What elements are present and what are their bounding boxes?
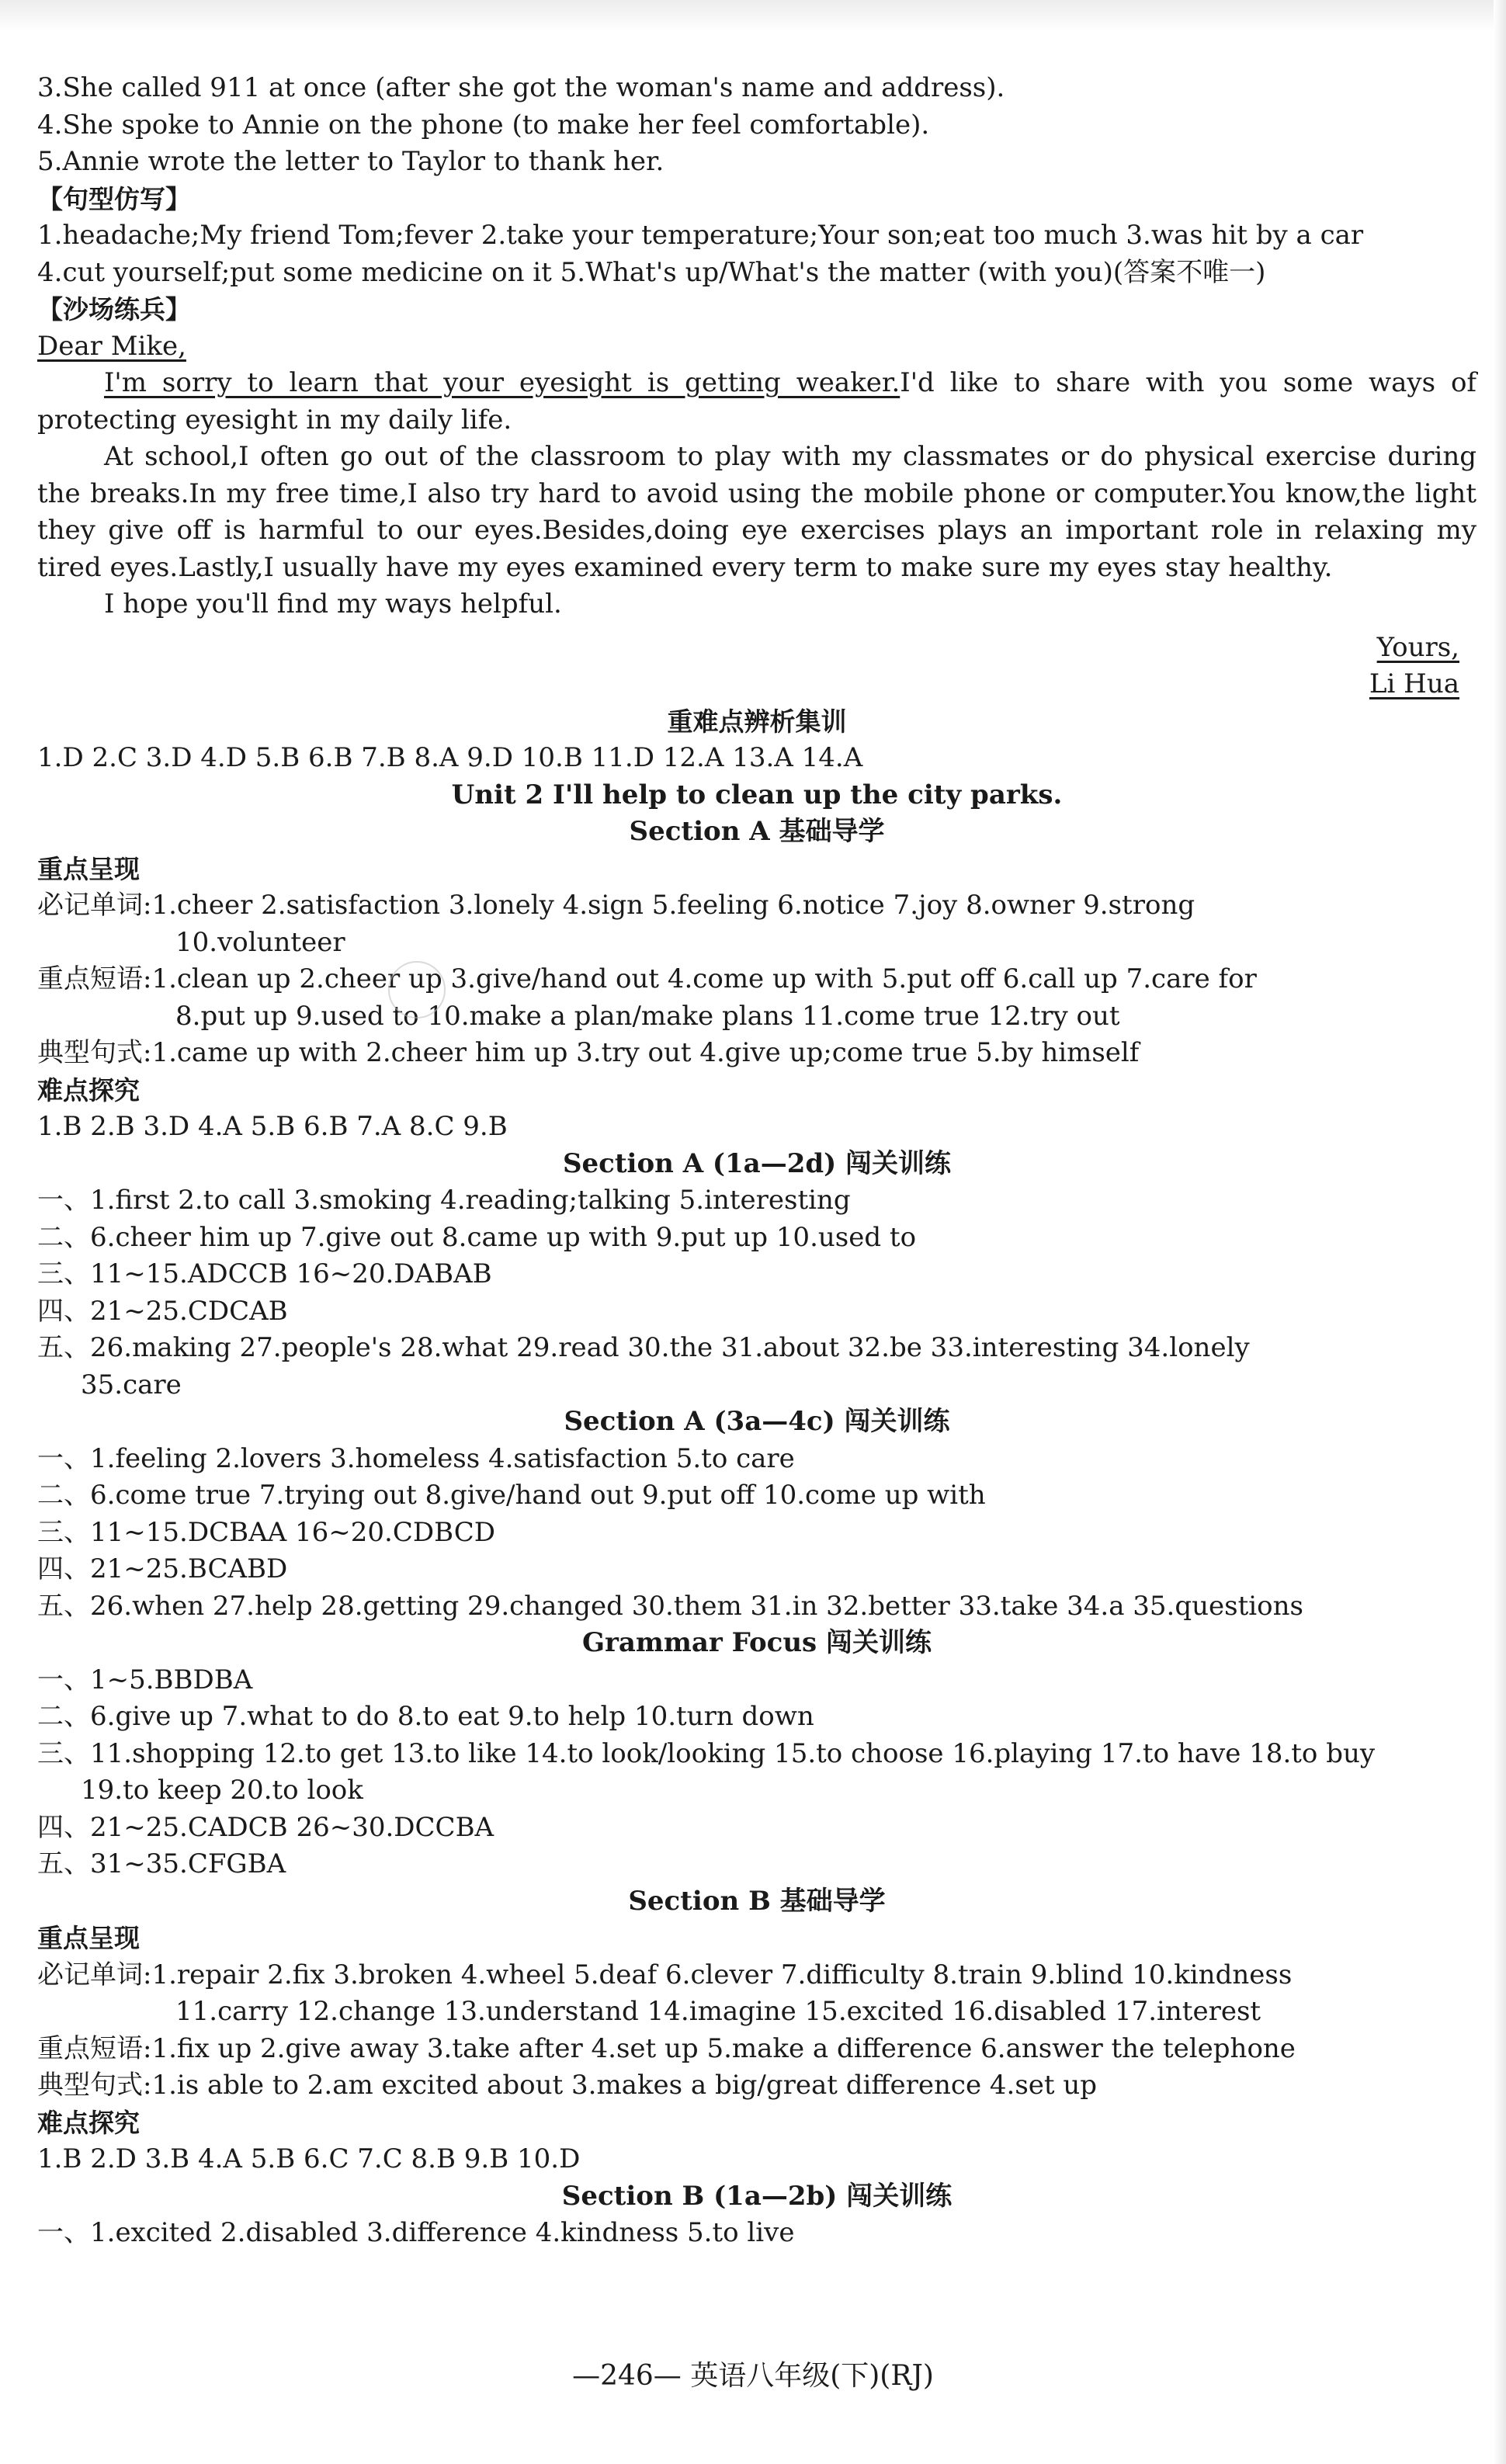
scan-shadow-top [0, 0, 1506, 31]
answer-line: 二、6.give up 7.what to do 8.to eat 9.to help 10.turn down [37, 1701, 814, 1732]
answer-line: 二、6.come true 7.trying out 8.give/hand out 9.put off 10.come up with [37, 1480, 986, 1511]
answer-line: 五、26.when 27.help 28.getting 29.changed 30.them 31.in 32.better 33.take 34.a 35.questions [37, 1590, 1303, 1622]
answer-line: 重点短语:1.clean up 2.cheer up 3.give/hand out 4.come up with 5.put off 6.call up 7.care for [37, 963, 1257, 994]
letter-paragraph: I'm sorry to learn that your eyesight is getting weaker.I'd like to share with you some ways of protecting eyesight in my daily life. [37, 367, 1477, 436]
answer-line: 11.carry 12.change 13.understand 14.imagine 15.excited 16.disabled 17.interest [175, 1996, 1261, 2027]
answer-line: 三、11~15.ADCCB 16~20.DABAB [37, 1258, 492, 1289]
answer-line: 35.care [81, 1369, 182, 1400]
answer-line: 四、21~25.BCABD [37, 1553, 288, 1584]
answer-line: 二、6.cheer him up 7.give out 8.came up with 9.put up 10.used to [37, 1221, 917, 1253]
unit-title: Unit 2 I'll help to clean up the city parks. [451, 779, 1063, 810]
sub-heading: 难点探究 [37, 2107, 140, 2138]
sub-heading: 难点探究 [37, 1074, 140, 1105]
section-title: Section A (3a—4c) 闯关训练 [564, 1406, 950, 1437]
answer-line: 一、1~5.BBDBA [37, 1664, 253, 1695]
answer-line: 1.B 2.D 3.B 4.A 5.B 6.C 7.C 8.B 9.B 10.D [37, 2143, 581, 2174]
section-title: Section A 基础导学 [629, 816, 885, 847]
letter-signature: Li Hua [1369, 668, 1459, 699]
answer-line: 4.cut yourself;put some medicine on it 5.What's up/What's the matter (with you)(答案不唯一) [37, 256, 1266, 288]
section-heading: 【沙场练兵】 [37, 294, 191, 324]
section-title: Grammar Focus 闯关训练 [581, 1627, 932, 1658]
answer-line: 一、1.feeling 2.lovers 3.homeless 4.satisfaction 5.to care [37, 1442, 795, 1474]
scan-shadow-edge [1494, 0, 1506, 2464]
answer-line: 典型句式:1.is able to 2.am excited about 3.makes a big/great difference 4.set up [37, 2070, 1098, 2101]
answer-line: 必记单词:1.cheer 2.satisfaction 3.lonely 4.sign 5.feeling 6.notice 7.joy 8.owner 9.strong [37, 890, 1195, 921]
answer-line: 必记单词:1.repair 2.fix 3.broken 4.wheel 5.deaf 6.clever 7.difficulty 8.train 9.blind 10.kindness [37, 1959, 1293, 1990]
answer-line: 典型句式:1.came up with 2.cheer him up 3.try out 4.give up;come true 5.by himself [37, 1037, 1140, 1068]
answer-line: 10.volunteer [175, 926, 345, 958]
answer-line: 五、26.making 27.people's 28.what 29.read 30.the 31.about 32.be 33.interesting 34.lonely [37, 1332, 1250, 1363]
answer-line: 1.headache;My friend Tom;fever 2.take your temperature;Your son;eat too much 3.was hit by a car [37, 220, 1364, 251]
section-title: Section B 基础导学 [628, 1885, 886, 1917]
answer-line: 19.to keep 20.to look [81, 1775, 363, 1806]
answer-line: 五、31~35.CFGBA [37, 1848, 286, 1879]
answer-line: 一、1.excited 2.disabled 3.difference 4.kindness 5.to live [37, 2217, 795, 2248]
answer-line: 1.D 2.C 3.D 4.D 5.B 6.B 7.B 8.A 9.D 10.B 11.D 12.A 13.A 14.A [37, 742, 863, 773]
letter-greeting: Dear Mike, [37, 330, 186, 362]
answer-line: 4.She spoke to Annie on the phone (to make her feel comfortable). [37, 109, 930, 141]
page-footer: —246— 英语八年级(下)(RJ) [572, 2360, 934, 2392]
answer-line: 3.She called 911 at once (after she got the woman's name and address). [37, 72, 1005, 103]
letter-closing: Yours, [1376, 631, 1459, 663]
underlined-sentence: I'm sorry to learn that your eyesight is getting weaker. [104, 367, 900, 398]
section-title: 重难点辨析集训 [667, 706, 847, 737]
answer-line: 四、21~25.CDCAB [37, 1295, 288, 1327]
answer-line: 5.Annie wrote the letter to Taylor to thank her. [37, 146, 665, 177]
answer-line: 1.B 2.B 3.D 4.A 5.B 6.B 7.A 8.C 9.B [37, 1111, 508, 1142]
answer-line: 8.put up 9.used to 10.make a plan/make plans 11.come true 12.try out [175, 1000, 1120, 1032]
sub-heading: 重点呈现 [37, 1923, 140, 1953]
section-title: Section A (1a—2d) 闯关训练 [562, 1147, 952, 1179]
answer-line: 重点短语:1.fix up 2.give away 3.take after 4.set up 5.make a difference 6.answer the telephone [37, 2032, 1296, 2064]
section-heading: 【句型仿写】 [37, 183, 191, 214]
letter-paragraph: I hope you'll find my ways helpful. [104, 588, 562, 619]
answer-line: 三、11~15.DCBAA 16~20.CDBCD [37, 1516, 495, 1548]
letter-paragraph: At school,I often go out of the classroom to play with my classmates or do physical exercise during the breaks.In my free time,I also try hard to avoid using the mobile phone or computer.You know,the light they give off is harmful to our eyes.Besides,doing eye exercises plays an important role in relaxing my tired eyes.Lastly,I usually have my eyes examined every term to make sure my eyes stay healthy. [37, 441, 1477, 583]
section-title: Section B (1a—2b) 闯关训练 [561, 2180, 953, 2212]
answer-line: 四、21~25.CADCB 26~30.DCCBA [37, 1811, 494, 1843]
answer-line: 一、1.first 2.to call 3.smoking 4.reading;talking 5.interesting [37, 1185, 851, 1216]
watermark-stamp [388, 961, 446, 1019]
sub-heading: 重点呈现 [37, 853, 140, 884]
answer-line: 三、11.shopping 12.to get 13.to like 14.to look/looking 15.to choose 16.playing 17.to have 18.to buy [37, 1737, 1376, 1769]
